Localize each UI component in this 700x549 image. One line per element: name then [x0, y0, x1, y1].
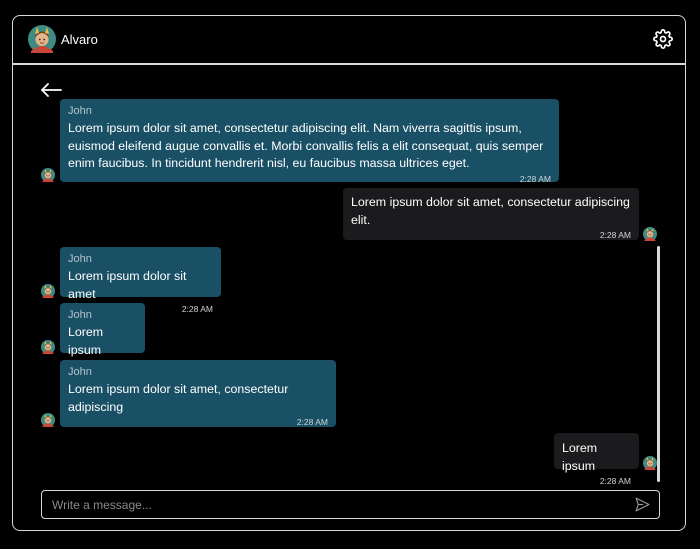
message-text: Lorem ipsum [562, 441, 598, 473]
message-sender: John [68, 309, 92, 321]
message-sender: John [68, 253, 92, 265]
sender-avatar [41, 168, 55, 182]
gear-icon[interactable] [653, 29, 673, 49]
message-bubble-outgoing [343, 188, 639, 240]
sender-avatar [41, 413, 55, 427]
user-avatar [643, 456, 657, 470]
sender-avatar [41, 284, 55, 298]
message-composer [41, 490, 660, 519]
message-bubble-incoming [60, 247, 221, 314]
message-bubble-outgoing [554, 433, 639, 486]
message-time: 2:28 AM [599, 476, 631, 486]
message-text: Lorem ipsum dolor sit amet, consectetur adipiscing elit. [351, 195, 630, 227]
message-input[interactable] [50, 495, 614, 515]
message-bubble-incoming [60, 99, 559, 182]
message-time: 2:28 AM [599, 230, 631, 240]
chat-header [13, 16, 685, 65]
message-text: Lorem ipsum dolor sit amet, consectetur adipiscing elit. Nam viverra sagittis ipsum, euismod eleifend augue convallis et. Morbi convallis felis a elit consequat, quis semper enim faucibus. In tincidunt hendrerit nisl, eu faucibus massa ultrices eget. [68, 121, 544, 170]
scrollbar[interactable] [657, 246, 660, 482]
message-bubble-incoming [60, 360, 336, 427]
message-text: Lorem ipsum [68, 325, 104, 357]
message-time: 2:28 AM [296, 417, 328, 427]
arrow-left-icon[interactable] [39, 80, 63, 100]
message-time: 2:28 AM [519, 173, 551, 184]
user-avatar [643, 227, 657, 241]
message-bubble-incoming [60, 303, 145, 357]
contact-name: Alvaro [61, 32, 98, 47]
contact-avatar[interactable] [28, 25, 56, 53]
message-text: Lorem ipsum dolor sit amet, consectetur adipiscing [68, 382, 289, 414]
message-sender: John [68, 105, 92, 117]
message-time: 2:28 AM [181, 304, 213, 314]
sender-avatar [41, 340, 55, 354]
send-icon[interactable] [634, 496, 651, 513]
chat-window [12, 15, 686, 531]
message-text: Lorem ipsum dolor sit amet [68, 269, 187, 301]
message-sender: John [68, 366, 92, 378]
